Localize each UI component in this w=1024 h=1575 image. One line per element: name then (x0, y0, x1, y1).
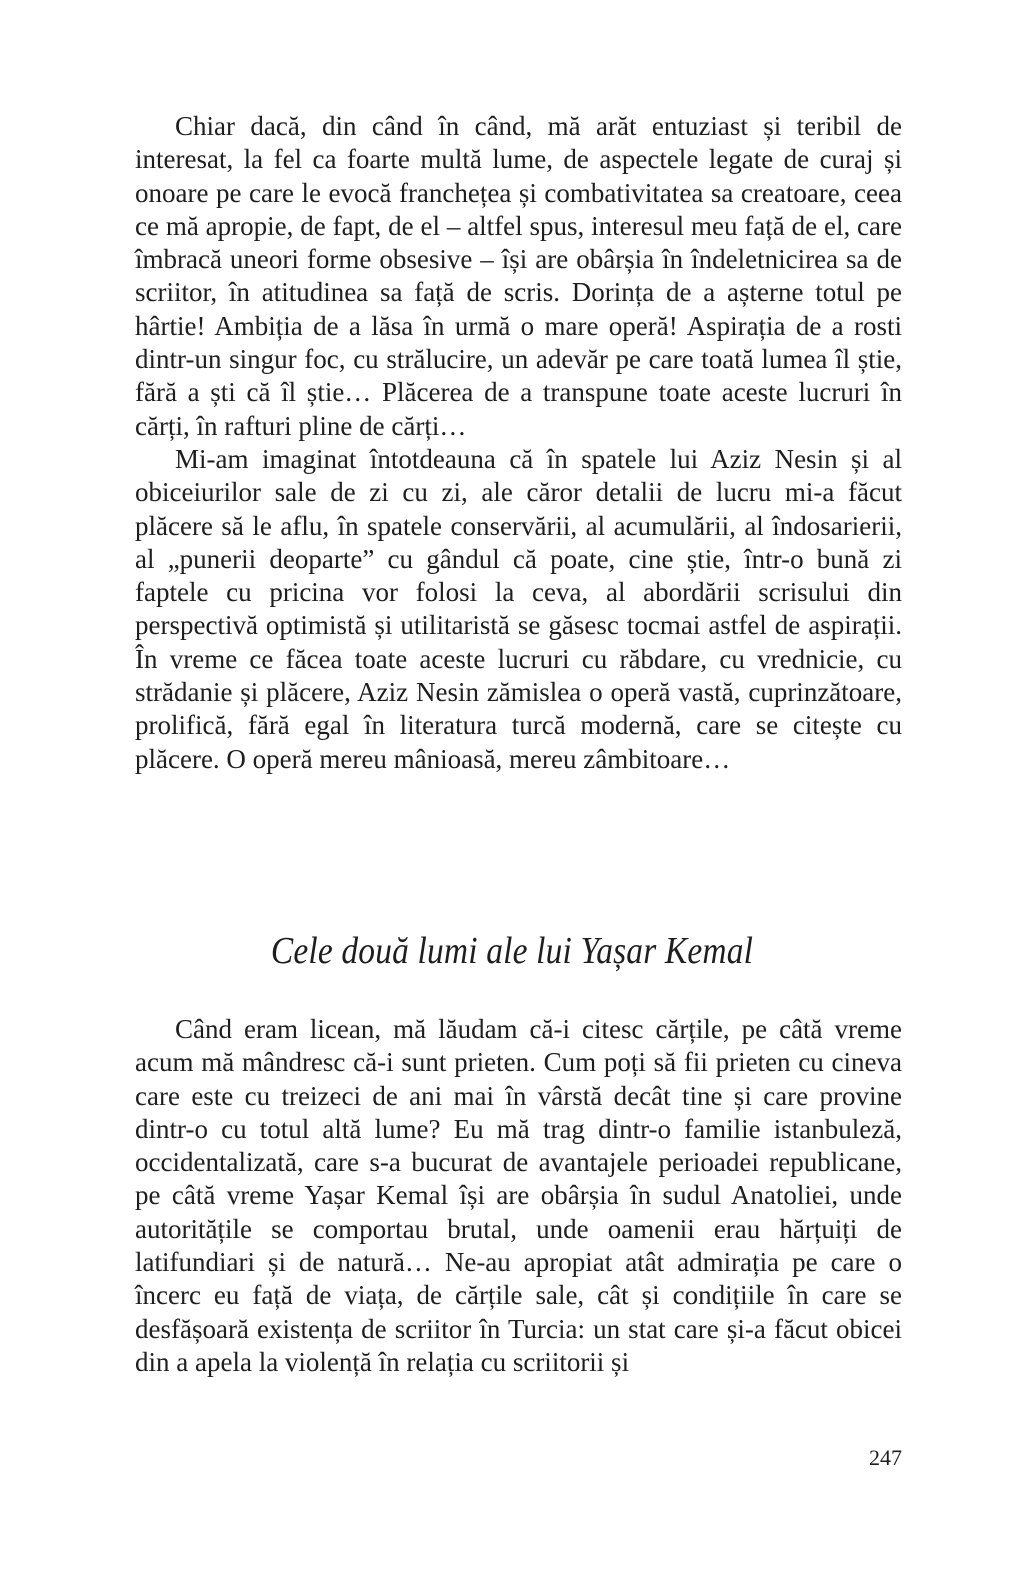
chapter-heading: Cele două lumi ale lui Yașar Kemal (270, 930, 754, 972)
text-section-2 (135, 1013, 902, 1379)
text-section-1 (135, 110, 902, 776)
paragraph: Chiar dacă, din când în când, mă arăt entuziast și teribil de interesat, la fel ca foarte multă lume, de aspectele legate de curaj și onoare pe care le evocă franchețea și combativitatea sa creatoare, ceea ce mă apropie, de fapt, de el – altfel spus, interesul meu față de el, care îmbracă uneori forme obsesive – își are obârșia în îndeletnicirea sa de scriitor, în atitudinea sa față de scris. Dorința de a așterne totul pe hârtie! Ambiția de a lăsa în urmă o mare operă! Aspirația de a rosti dintr-un singur foc, cu strălucire, un adevăr pe care toată lumea îl știe, fără a ști că îl știe… Plăcerea de a transpune toate aceste lucruri în cărți, în rafturi pline de cărți… (135, 111, 902, 441)
paragraph: Când eram licean, mă lăudam că-i citesc cărțile, pe câtă vreme acum mă mândresc că-i sunt prieten. Cum poți să fii prieten cu cineva care este cu treizeci de ani mai în vârstă decât tine și care provine dintr-o cu totul altă lume? Eu mă trag dintr-o familie istanbuleză, occidentalizată, care s-a bucurat de avantajele perioadei republicane, pe câtă vreme Yașar Kemal își are obârșia în sudul Anatoliei, unde autoritățile se comportau brutal, unde oamenii erau hărțuiți de latifundiari și de natură… Ne-au apropiat atât admirația pe care o încerc eu față de viața, de cărțile sale, cât și condițiile în care se desfășoară existența de scriitor în Turcia: un stat care și-a făcut obicei din a apela la violență în relația cu scriitorii și (135, 1014, 902, 1377)
page-number: 247 (869, 1445, 902, 1470)
paragraph: Mi-am imaginat întotdeauna că în spatele lui Aziz Nesin și al obiceiurilor sale de zi cu zi, ale căror detalii de lucru mi-a făcut plăcere să le aflu, în spatele conservării, al acumulării, al îndosarierii, al „punerii deoparte” cu gândul că poate, cine știe, într-o bună zi faptele cu pricina vor folosi la ceva, al abordării scrisului din perspectivă optimistă și utilitaristă se găsesc tocmai astfel de aspirații. În vreme ce făcea toate aceste lucruri cu răbdare, cu vrednicie, cu strădanie și plăcere, Aziz Nesin zămislea o operă vastă, cuprinzătoare, prolifică, fără egal în literatura turcă modernă, care se citește cu plăcere. O operă mereu mânioasă, mereu zâmbitoare… (135, 443, 902, 774)
